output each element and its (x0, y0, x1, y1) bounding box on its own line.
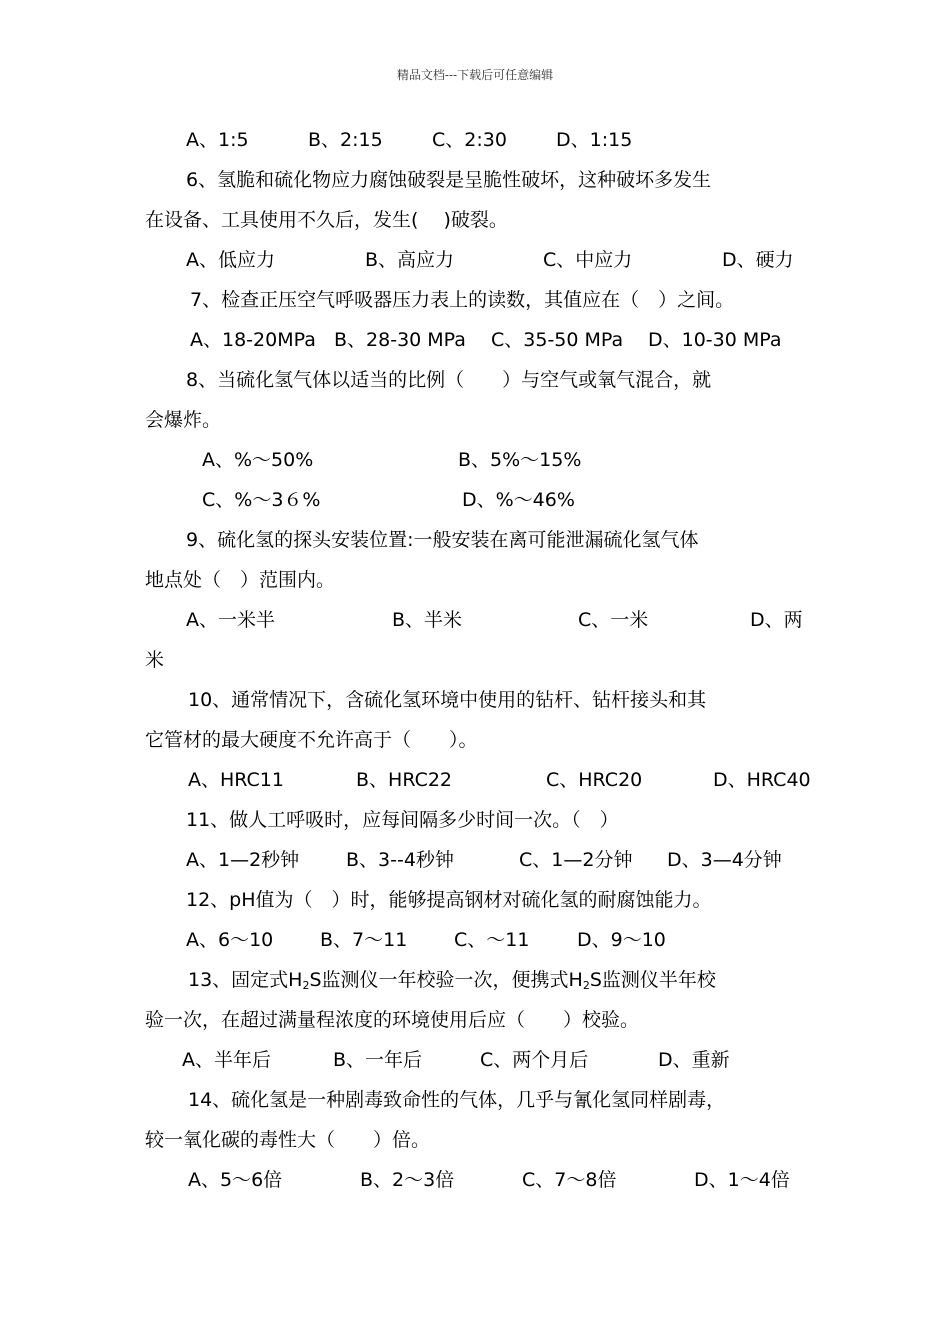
answer-option: C、～11 (454, 929, 530, 951)
answer-option: B、半米 (392, 609, 463, 631)
answer-option: C、1—2分钟 (519, 849, 633, 871)
answer-option: D、重新 (658, 1049, 730, 1071)
answer-option: A、1—2秒钟 (186, 849, 300, 871)
answer-options (0, 600, 950, 640)
answer-option: C、一米 (578, 609, 649, 631)
question-text: 12、pH值为（ ）时，能够提高钢材对硫化氢的耐腐蚀能力。 (186, 889, 712, 911)
answer-option: D、1:15 (556, 129, 633, 151)
answer-options (0, 320, 950, 360)
answer-option: A、5～6倍 (188, 1169, 283, 1191)
answer-option: D、%～46% (462, 489, 575, 511)
answer-option: D、硬力 (722, 249, 794, 271)
answer-options (0, 120, 950, 160)
question-text: 6、氢脆和硫化物应力腐蚀破裂是呈脆性破坏，这种破坏多发生 (186, 169, 712, 191)
question-text: 7、检查正压空气呼吸器压力表上的读数，其值应在（ ）之间。 (190, 289, 735, 311)
answer-option: B、5%～15% (458, 449, 582, 471)
question-text: 米 (145, 649, 165, 671)
question-text: 会爆炸。 (145, 409, 222, 431)
answer-options (0, 760, 950, 800)
answer-option: B、3--4秒钟 (346, 849, 454, 871)
answer-option: D、3—4分钟 (667, 849, 782, 871)
question-text (188, 960, 716, 1000)
text-run: 13、固定式H (188, 969, 303, 991)
answer-option: C、%～3６% (202, 489, 321, 511)
answer-option: D、HRC40 (713, 769, 811, 791)
answer-options (0, 1040, 950, 1080)
answer-option: B、28-30 MPa (334, 329, 466, 351)
question-text: 8、当硫化氢气体以适当的比例（ ）与空气或氧气混合，就 (186, 369, 712, 391)
question-text: 地点处（ ）范围内。 (145, 569, 336, 591)
answer-option: D、1～4倍 (694, 1169, 790, 1191)
answer-option: C、中应力 (543, 249, 633, 271)
answer-option: A、半年后 (182, 1049, 271, 1071)
answer-option: A、6～10 (186, 929, 274, 951)
subscript: 2 (302, 979, 310, 992)
answer-options (0, 480, 950, 520)
question-text: 11、做人工呼吸时，应每间隔多少时间一次。（ ） (186, 809, 619, 831)
answer-option: C、7～8倍 (522, 1169, 617, 1191)
answer-options (0, 920, 950, 960)
answer-option: C、HRC20 (546, 769, 643, 791)
question-text: 9、硫化氢的探头安装位置:一般安装在离可能泄漏硫化氢气体 (186, 529, 699, 551)
question-text: 它管材的最大硬度不允许高于（ ）。 (145, 729, 478, 751)
answer-option: B、一年后 (333, 1049, 423, 1071)
answer-option: B、2～3倍 (360, 1169, 455, 1191)
question-text: 在设备、工具使用不久后，发生( )破裂。 (145, 209, 508, 231)
answer-option: A、1:5 (186, 129, 249, 151)
question-text: 较一氧化碳的毒性大（ ）倍。 (145, 1129, 431, 1151)
answer-option: D、9～10 (577, 929, 666, 951)
answer-option: B、HRC22 (356, 769, 453, 791)
subscript: 2 (582, 979, 590, 992)
answer-options (0, 1160, 950, 1200)
answer-option: A、18-20MPa (190, 329, 316, 351)
answer-options (0, 440, 950, 480)
text-run: S监测仪半年校 (589, 969, 716, 991)
answer-option: C、35-50 MPa (491, 329, 624, 351)
answer-options (0, 240, 950, 280)
answer-option: A、一米半 (186, 609, 275, 631)
answer-options (0, 840, 950, 880)
answer-option: C、2:30 (432, 129, 507, 151)
answer-option: A、%～50% (202, 449, 314, 471)
question-text: 验一次，在超过满量程浓度的环境使用后应（ ）校验。 (145, 1009, 640, 1031)
answer-option: A、HRC11 (188, 769, 284, 791)
answer-option: C、两个月后 (480, 1049, 589, 1071)
answer-option: B、2:15 (308, 129, 383, 151)
answer-option: D、10-30 MPa (648, 329, 782, 351)
answer-option: A、低应力 (186, 249, 275, 271)
question-text: 14、硫化氢是一种剧毒致命性的气体，几乎与氰化氢同样剧毒， (188, 1089, 726, 1111)
answer-option: D、两 (750, 609, 803, 631)
question-text: 10、通常情况下，含硫化氢环境中使用的钻杆、钻杆接头和其 (188, 689, 707, 711)
answer-option: B、高应力 (365, 249, 455, 271)
text-run: S监测仪一年校验一次，便携式H (309, 969, 583, 991)
page-header: 精品文档---下载后可任意编辑 (396, 68, 554, 82)
answer-option: B、7～11 (320, 929, 408, 951)
